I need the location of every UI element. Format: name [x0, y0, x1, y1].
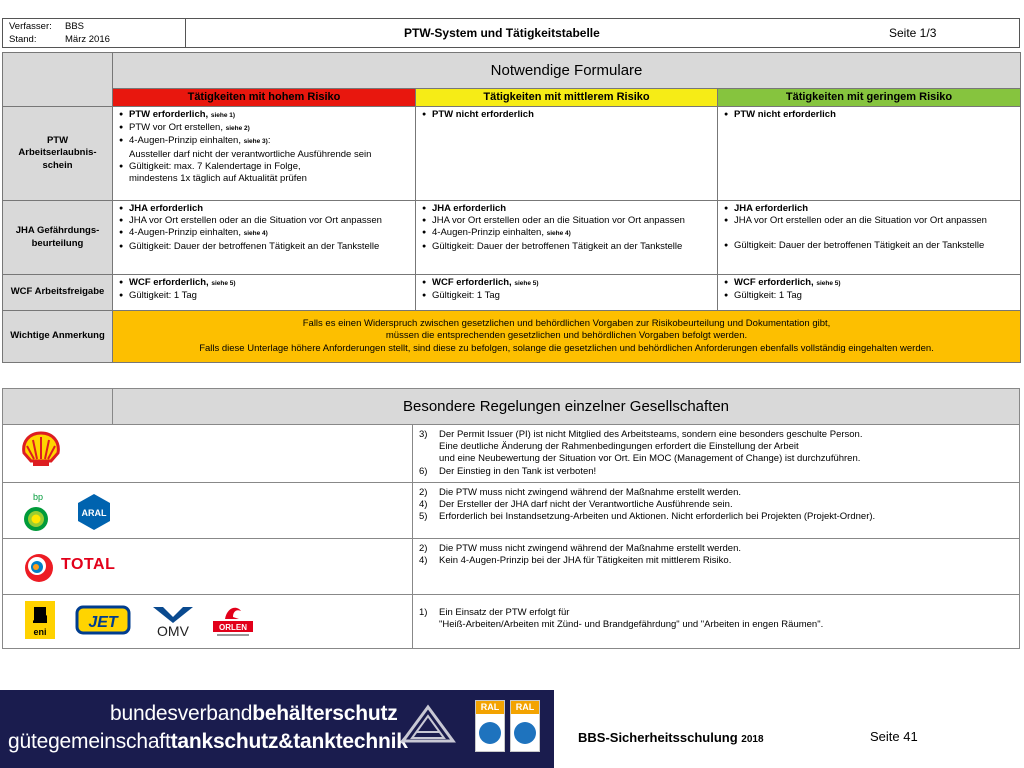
list-item: ● Gültigkeit: Dauer der betroffenen Tätigkeit an der Tankstelle	[119, 241, 411, 253]
note-line: Falls diese Unterlage höhere Anforderungen stellt, sind diese zu befolgen, solange die gesetzlichen und behördlichen Anforderungen ebenfalls vollständig eingehalten werden.	[199, 342, 934, 354]
list-item: ● 4-Augen-Prinzip einhalten, siehe 3):	[119, 135, 411, 148]
risk-header-mid: Tätigkeiten mit mittlerem Risiko	[416, 89, 718, 107]
jet-logo-icon	[75, 605, 131, 635]
row-label-wcf: WCF Arbeitsfreigabe	[3, 275, 113, 311]
rule-item: 4) Der Ersteller der JHA darf nicht der Verantwortliche Ausführende sein.	[419, 499, 733, 511]
ral-quality-seal: RAL	[475, 700, 505, 752]
list-item: ● Gültigkeit: 1 Tag	[724, 290, 1016, 302]
forms-corner	[3, 53, 113, 107]
list-item: ● JHA vor Ort erstellen oder an die Situation vor Ort anpassen	[119, 215, 411, 227]
wcf-mid-cell	[416, 275, 718, 311]
list-item: ● Gültigkeit: Dauer der betroffenen Tätigkeit an der Tankstelle	[422, 241, 713, 253]
wcf-high-cell	[113, 275, 416, 311]
list-item: ● JHA erforderlich	[422, 203, 713, 215]
triangle-logo-icon	[400, 704, 456, 744]
document-meta	[3, 19, 186, 47]
author-label: Verfasser:	[9, 21, 52, 32]
document-title: PTW-System und Tätigkeitstabelle	[404, 26, 600, 40]
omv-wordmark: OMV	[157, 622, 189, 639]
rule-item: "Heiß-Arbeiten/Arbeiten mit Zünd- und Brandgefährdung" und "Arbeiten in engen Räumen".	[439, 619, 824, 631]
total-wordmark: TOTAL	[61, 555, 116, 573]
bp-wordmark: bp	[33, 491, 44, 502]
author-value: BBS	[65, 21, 85, 32]
logo-cell-shell	[3, 425, 413, 483]
row-label-jha: JHA Gefährdungs-beurteilung	[3, 201, 113, 275]
rule-item: 3) Der Permit Issuer (PI) ist nicht Mitglied des Arbeitsteams, sondern eine besonders geschulte Person.	[419, 429, 863, 440]
logo-cell-bp-aral	[3, 482, 413, 538]
rule-item: 1) Ein Einsatz der PTW erfolgt für	[419, 606, 570, 618]
list-item: ● Gültigkeit: 1 Tag	[422, 290, 713, 302]
list-item: ● JHA vor Ort erstellen oder an die Situation vor Ort anpassen	[422, 215, 713, 227]
association-name-line2: gütegemeinschafttankschutz&tanktechnik	[8, 730, 408, 753]
rule-item: 2) Die PTW muss nicht zwingend während der Maßnahme erstellt werden.	[419, 486, 742, 498]
list-item: ● Gültigkeit: max. 7 Kalendertage in Folge,	[119, 161, 411, 173]
note-line: Falls es einen Widerspruch zwischen gesetzlichen und behördlichen Vorgaben zur Risikobeurteilung und Dokumentation gibt,	[302, 318, 831, 330]
list-item: ● PTW nicht erforderlich	[422, 109, 713, 121]
ptw-mid-cell	[416, 107, 718, 201]
jha-high-cell	[113, 201, 416, 275]
rule-item: 6) Der Einstieg in den Tank ist verboten!	[419, 465, 597, 477]
list-item: ● Gültigkeit: Dauer der betroffenen Tätigkeit an der Tankstelle	[724, 240, 1016, 252]
rule-item: und eine Neubewertung der Situation vor Ort. Ein MOC (Management of Change) ist durchzuführen.	[439, 453, 861, 465]
forms-table	[2, 52, 1021, 363]
row-label-ptw: PTW Arbeitserlaubnis-schein	[3, 107, 113, 201]
rule-item: 2) Die PTW muss nicht zwingend während der Maßnahme erstellt werden.	[419, 542, 742, 554]
logo-cell-total	[3, 538, 413, 594]
list-item: ● PTW erforderlich, siehe 1)	[119, 109, 411, 122]
risk-header-low: Tätigkeiten mit geringem Risiko	[718, 89, 1021, 107]
rules-others	[413, 594, 1020, 648]
ptw-low-cell	[718, 107, 1021, 201]
jha-low-cell	[718, 201, 1021, 275]
list-item: ● JHA erforderlich	[119, 203, 411, 215]
list-item-continuation: Aussteller darf nicht der verantwortliche Ausführende sein	[129, 148, 372, 160]
jet-wordmark: JET	[88, 613, 118, 631]
list-item: ● WCF erforderlich, siehe 5)	[119, 277, 411, 290]
list-item: ● Gültigkeit: 1 Tag	[119, 290, 411, 302]
important-note	[113, 311, 1021, 363]
logo-cell-others	[3, 594, 413, 648]
association-banner	[0, 690, 554, 768]
note-line: müssen die entsprechenden gesetzlichen und behördlichen Vorgaben befolgt werden.	[385, 330, 748, 342]
eni-logo-icon	[25, 601, 55, 639]
list-item-continuation: mindestens 1x täglich auf Aktualität prüfen	[129, 173, 307, 185]
aral-wordmark: ARAL	[81, 507, 107, 518]
list-item: ● WCF erforderlich, siehe 5)	[724, 277, 1016, 290]
date-value: März 2016	[65, 34, 110, 45]
list-item: ● JHA vor Ort erstellen oder an die Situation vor Ort anpassen	[724, 215, 1016, 227]
list-item: ● 4-Augen-Prinzip einhalten, siehe 4)	[422, 227, 713, 240]
list-item: ● WCF erforderlich, siehe 5)	[422, 277, 713, 290]
bp-logo-icon	[21, 491, 51, 535]
companies-title: Besondere Regelungen einzelner Gesellschaften	[113, 389, 1020, 425]
list-item: ● PTW vor Ort erstellen, siehe 2)	[119, 122, 411, 135]
eni-wordmark: eni	[33, 626, 47, 637]
aral-logo-icon	[77, 493, 111, 531]
forms-title: Notwendige Formulare	[113, 53, 1021, 89]
ral-quality-seal: RAL	[510, 700, 540, 752]
list-item: ● 4-Augen-Prinzip einhalten, siehe 4)	[119, 227, 411, 240]
orlen-logo-icon	[211, 601, 255, 641]
total-logo-icon	[23, 551, 55, 585]
rules-total	[413, 538, 1020, 594]
slide-page-number: Seite 41	[870, 729, 918, 744]
association-name-line1: bundesverbandbehälterschutz	[110, 702, 398, 725]
slide-footer	[0, 690, 1024, 768]
ptw-high-cell	[113, 107, 416, 201]
jha-mid-cell	[416, 201, 718, 275]
list-item: ● PTW nicht erforderlich	[724, 109, 1016, 121]
orlen-wordmark: ORLEN	[219, 622, 247, 632]
companies-table	[2, 388, 1020, 649]
course-title: BBS-Sicherheitsschulung 2018	[578, 730, 764, 745]
document-header	[2, 18, 1020, 48]
document-page: Seite 1/3	[889, 26, 937, 40]
list-item: ● JHA erforderlich	[724, 203, 1016, 215]
omv-logo-icon	[149, 603, 197, 639]
rule-item: 5) Erforderlich bei Instandsetzung-Arbeiten und Aktionen. Nicht erforderlich bei Projekten (Projekt-Ordner).	[419, 511, 876, 523]
risk-header-high: Tätigkeiten mit hohem Risiko	[113, 89, 416, 107]
rule-item: 4) Kein 4-Augen-Prinzip bei der JHA für Tätigkeiten mit mittlerem Risiko.	[419, 555, 732, 567]
rules-bp-aral	[413, 482, 1020, 538]
row-label-note: Wichtige Anmerkung	[3, 311, 113, 363]
rules-shell	[413, 425, 1020, 483]
shell-logo-icon	[21, 431, 61, 467]
rule-item: Eine deutliche Änderung der Rahmenbedingungen erfordert die Einstellung der Arbeit	[439, 441, 799, 453]
date-label: Stand:	[9, 34, 37, 45]
wcf-low-cell	[718, 275, 1021, 311]
companies-corner	[3, 389, 113, 425]
